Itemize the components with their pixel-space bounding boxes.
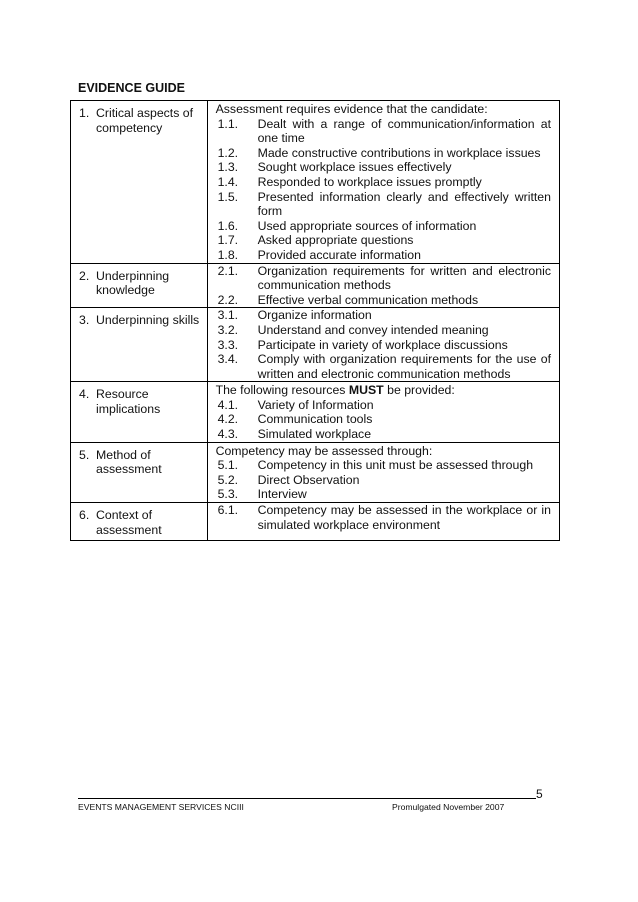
row-content-cell xyxy=(207,442,559,502)
item-text: Provided accurate information xyxy=(257,247,421,262)
item-number: 1.4. xyxy=(217,174,239,189)
list-item xyxy=(216,219,551,234)
item-number: 1.6. xyxy=(217,218,239,233)
item-number: 2.2. xyxy=(217,292,239,307)
row-content-cell xyxy=(207,263,559,308)
row-number: 1. xyxy=(79,106,90,120)
row-intro: Competency may be assessed through: xyxy=(215,443,433,458)
row-label: Context of assessment xyxy=(96,508,162,537)
item-text: Organize information xyxy=(257,308,372,323)
row-label-cell xyxy=(71,263,208,308)
list-item xyxy=(216,487,551,502)
row-content-cell xyxy=(207,503,559,541)
item-number: 5.2. xyxy=(217,472,239,487)
item-text: Sought workplace issues effectively xyxy=(257,160,452,175)
row-label-cell xyxy=(71,308,208,382)
item-number: 4.2. xyxy=(217,412,239,427)
item-text: Interview xyxy=(257,487,307,502)
row-intro xyxy=(216,382,551,398)
table-row xyxy=(71,503,560,541)
row-number: 2. xyxy=(79,268,90,283)
item-text: Simulated workplace xyxy=(257,427,372,442)
evidence-guide-table xyxy=(70,100,560,541)
row-label-cell xyxy=(71,382,208,442)
item-number: 1.7. xyxy=(217,233,239,248)
item-text: Competency in this unit must be assessed through xyxy=(257,458,534,473)
list-item xyxy=(216,146,551,161)
intro-emphasis: MUST xyxy=(348,383,384,398)
item-number: 2.1. xyxy=(217,263,239,278)
row-number: 4. xyxy=(79,387,90,402)
item-text: Direct Observation xyxy=(257,472,360,487)
intro-text: be provided: xyxy=(383,383,455,398)
item-text: Understand and convey intended meaning xyxy=(257,322,489,337)
table-row xyxy=(71,263,560,308)
row-content-cell xyxy=(207,382,559,442)
row-label: Resource implications xyxy=(96,387,161,416)
item-number: 1.1. xyxy=(217,116,239,131)
row-label: Underpinning knowledge xyxy=(96,268,170,298)
table-row xyxy=(71,382,560,442)
item-number: 5.1. xyxy=(217,458,239,473)
list-item xyxy=(216,323,551,338)
table-row xyxy=(71,442,560,502)
item-number: 3.3. xyxy=(217,337,239,352)
list-item xyxy=(216,503,551,532)
item-number: 3.4. xyxy=(217,352,239,367)
section-heading: EVIDENCE GUIDE xyxy=(78,81,185,95)
row-number: 5. xyxy=(79,447,90,462)
row-label: Underpinning skills xyxy=(96,313,200,328)
item-text: Dealt with a range of communication/information at one time xyxy=(257,116,551,146)
list-item xyxy=(216,175,551,190)
item-number: 4.1. xyxy=(217,397,239,412)
item-text: Made constructive contributions in workplace issues xyxy=(257,145,541,160)
list-item xyxy=(216,293,551,308)
item-text: Communication tools xyxy=(257,412,373,427)
item-number: 1.5. xyxy=(217,189,239,204)
row-number: 3. xyxy=(79,313,90,328)
table-row xyxy=(71,101,560,264)
page-number: 5 xyxy=(536,787,543,801)
list-item xyxy=(216,427,551,442)
row-content-cell xyxy=(207,101,559,264)
list-item xyxy=(216,412,551,427)
list-item xyxy=(216,233,551,248)
row-number: 6. xyxy=(79,508,90,523)
row-label: Critical aspects of competency xyxy=(96,106,194,135)
intro-text: The following resources xyxy=(215,383,349,398)
item-text: Competency may be assessed in the workplace or in simulated workplace environment xyxy=(257,503,551,532)
item-number: 1.3. xyxy=(217,160,239,175)
list-item xyxy=(216,458,551,473)
list-item xyxy=(216,473,551,488)
list-item xyxy=(216,398,551,413)
row-label-cell xyxy=(71,442,208,502)
list-item xyxy=(216,248,551,263)
item-text: Participate in variety of workplace discussions xyxy=(257,337,508,352)
item-text: Responded to workplace issues promptly xyxy=(257,174,482,189)
footer-date: Promulgated November 2007 xyxy=(392,802,505,812)
item-text: Organization requirements for written and electronic communication methods xyxy=(257,263,551,293)
footer-title: EVENTS MANAGEMENT SERVICES NCIII xyxy=(78,802,244,812)
row-content-cell xyxy=(207,308,559,382)
list-item xyxy=(216,190,551,219)
item-number: 3.1. xyxy=(217,308,239,323)
list-item xyxy=(216,308,551,323)
item-text: Presented information clearly and effectively written form xyxy=(257,189,551,219)
list-item xyxy=(216,117,551,146)
row-label-cell xyxy=(71,101,208,264)
item-text: Comply with organization requirements for the use of written and electronic communication methods xyxy=(257,352,551,381)
item-number: 3.2. xyxy=(217,322,239,337)
item-text: Asked appropriate questions xyxy=(257,233,414,248)
list-item xyxy=(216,352,551,381)
item-number: 4.3. xyxy=(217,427,239,442)
list-item xyxy=(216,264,551,293)
item-number: 5.3. xyxy=(217,487,239,502)
list-item xyxy=(216,160,551,175)
table-row xyxy=(71,308,560,382)
item-number: 1.8. xyxy=(217,247,239,262)
list-item xyxy=(216,338,551,353)
item-text: Variety of Information xyxy=(257,397,374,412)
footer-divider xyxy=(78,798,536,799)
row-label: Method of assessment xyxy=(96,447,162,477)
row-intro: Assessment requires evidence that the candidate: xyxy=(215,102,488,116)
item-text: Effective verbal communication methods xyxy=(257,292,479,307)
item-number: 6.1. xyxy=(217,503,239,518)
row-label-cell xyxy=(71,503,208,541)
item-text: Used appropriate sources of information xyxy=(257,218,477,233)
item-number: 1.2. xyxy=(217,145,239,160)
